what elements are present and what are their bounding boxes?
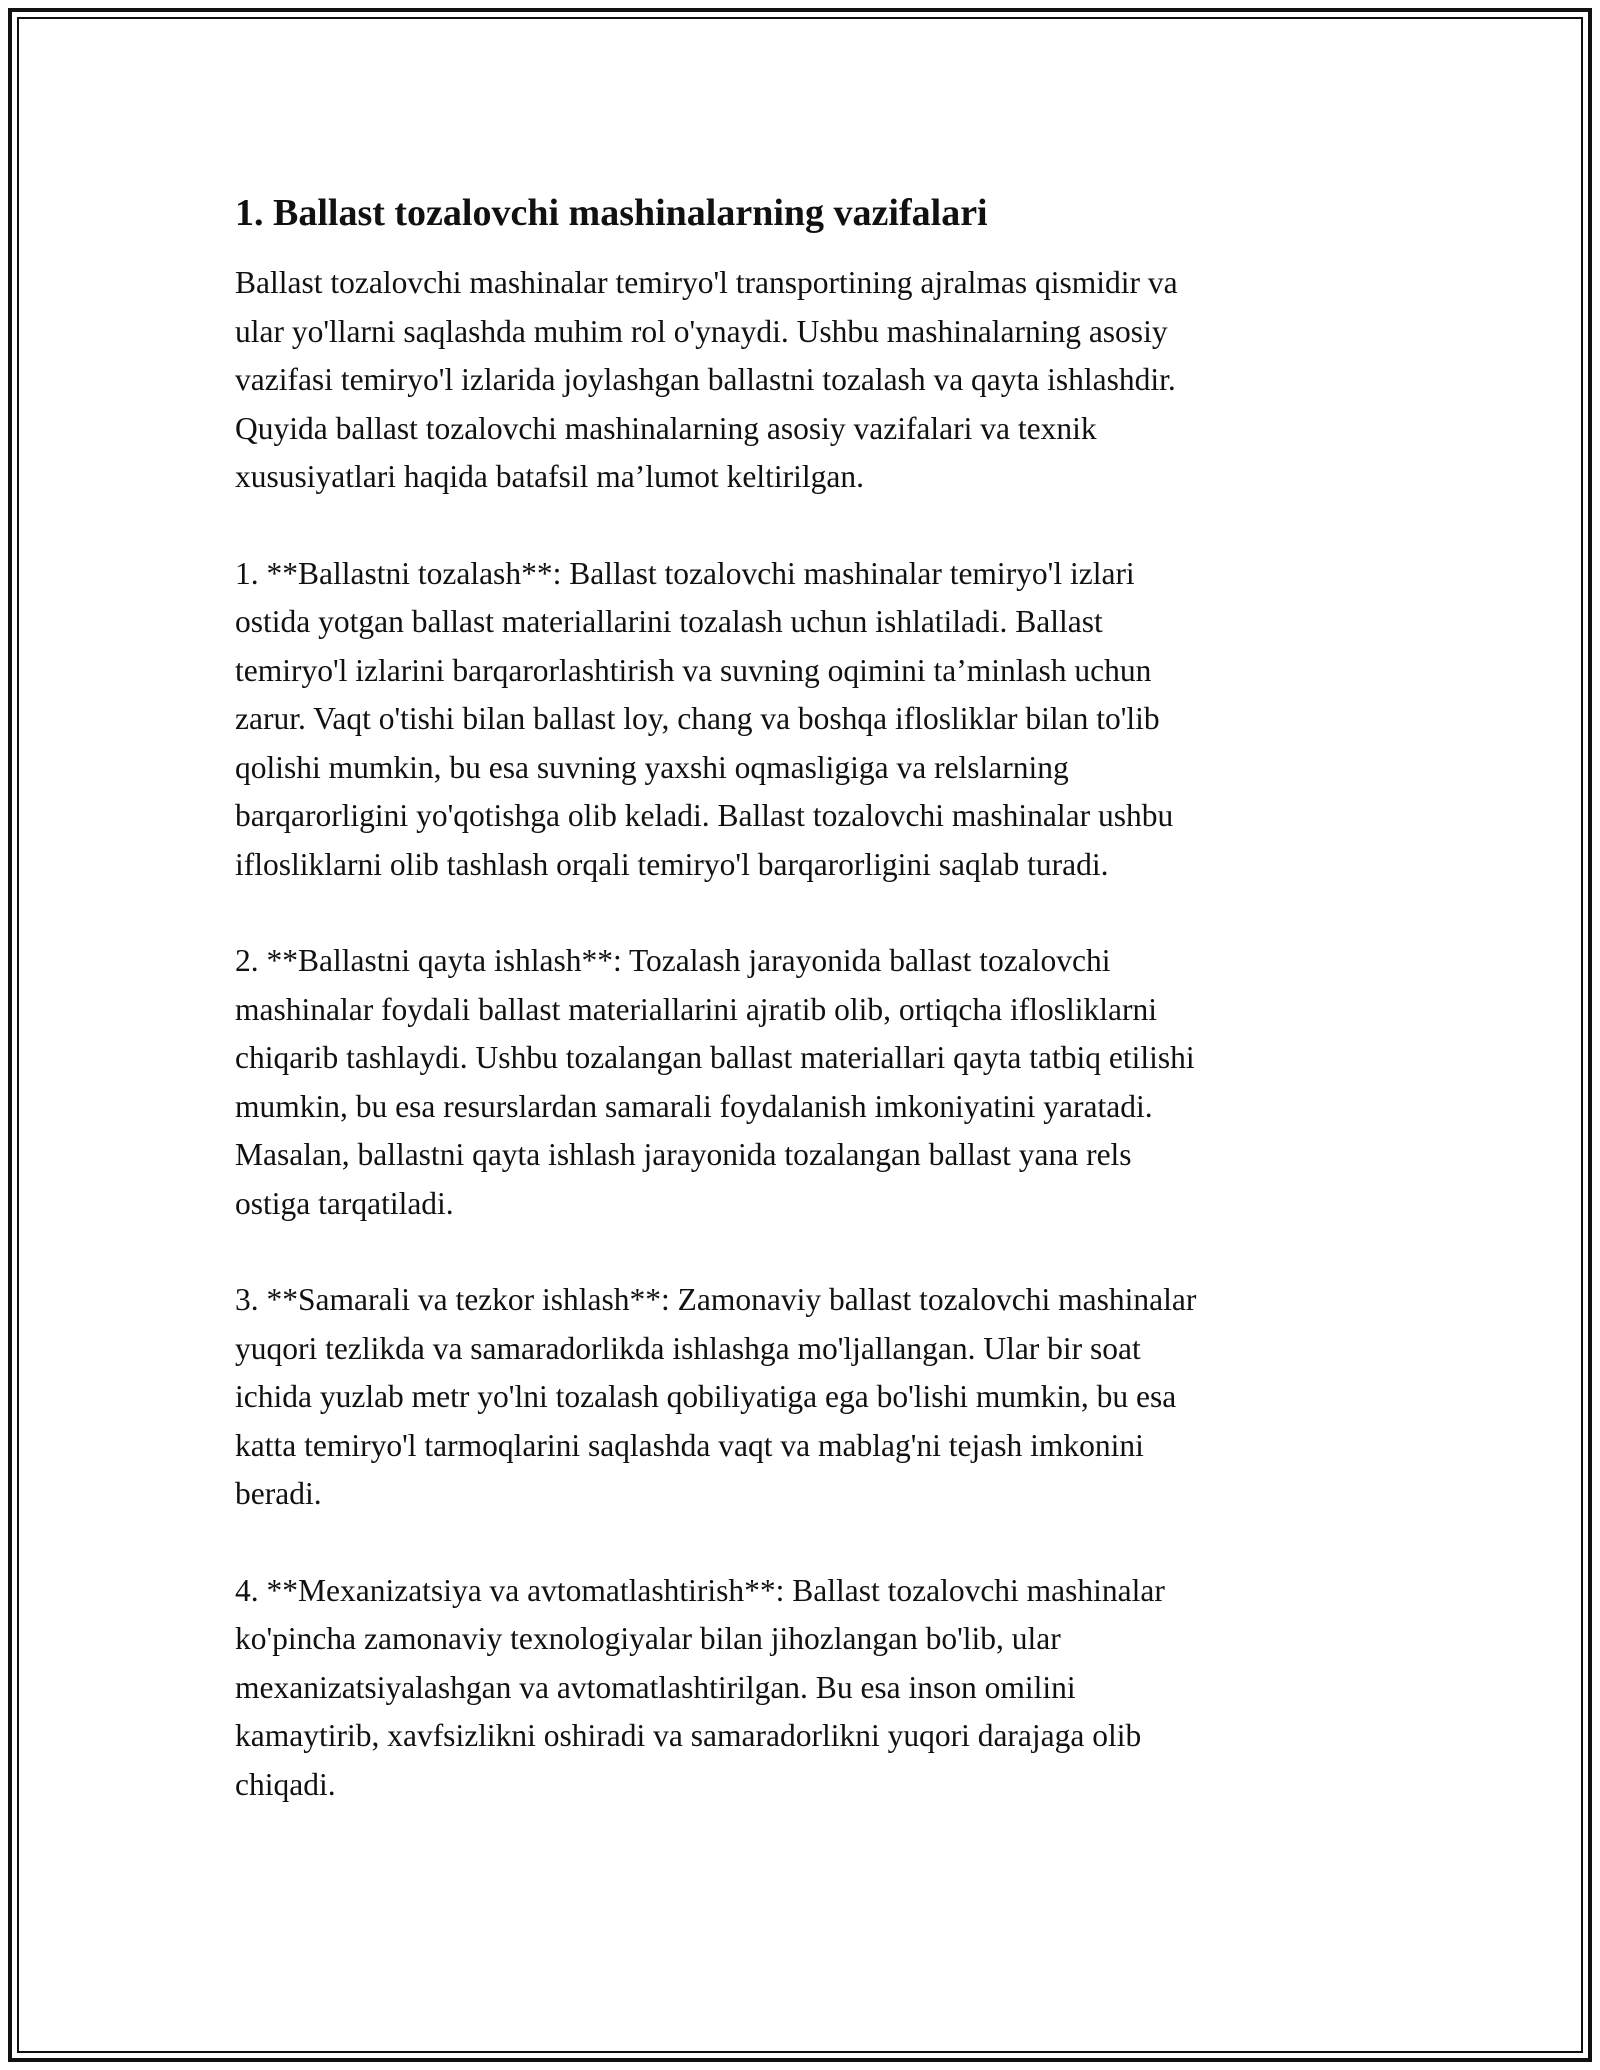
paragraph-efficient-operation: 3. **Samarali va tezkor ishlash**: Zamonaviy ballast tozalovchi mashinalar yuqori tezlikda va samaradorlikda ishlashga mo'ljallangan. Ular bir soat ichida yuzlab metr yo'lni tozalash qobiliyatiga ega bo'lishi mumkin, bu esa katta temiryo'l tarmoqlarini saqlashda vaqt va mablag'ni tejash imkonini beradi.	[235, 1282, 1197, 1511]
paragraph-mechanization: 4. **Mexanizatsiya va avtomatlashtirish**: Ballast tozalovchi mashinalar ko'pincha zamonaviy texnologiyalar bilan jihozlangan bo'lib, ular mexanizatsiyalashgan va avtomatlashtirilgan. Bu esa inson omilini kamaytirib, xavfsizlikni oshiradi va samaradorlikni yuqori darajaga olib chiqadi.	[235, 1572, 1165, 1802]
paragraph-ballast-recycling: 2. **Ballastni qayta ishlash**: Tozalash jarayonida ballast tozalovchi mashinalar foydali ballast materiallarini ajratib olib, ortiqcha iflosliklarni chiqarib tashlaydi. Ushbu tozalangan ballast materiallari qayta tatbiq etilishi mumkin, bu esa resurslardan samarali foydalanish imkoniyatini yaratadi. Masalan, ballastni qayta ishlash jarayonida tozalangan ballast yana rels ostiga tarqatiladi.	[235, 943, 1195, 1221]
paragraph-ballast-cleaning: 1. **Ballastni tozalash**: Ballast tozalovchi mashinalar temiryo'l izlari ostida yotgan ballast materiallarini tozalash uchun ishlatiladi. Ballast temiryo'l izlarini barqarorlashtirish va suvning oqimini ta’minlash uchun zarur. Vaqt o'tishi bilan ballast loy, chang va boshqa iflosliklar bilan to'lib qolishi mumkin, bu esa suvning yaxshi oqmasligiga va relslarning barqarorligini yo'qotishga olib keladi. Ballast tozalovchi mashinalar ushbu iflosliklarni olib tashlash orqali temiryo'l barqarorligini saqlab turadi.	[235, 555, 1174, 882]
document-body	[235, 185, 1365, 1857]
section-heading: 1. Ballast tozalovchi mashinalarning vazifalari	[235, 192, 988, 234]
intro-paragraph: Ballast tozalovchi mashinalar temiryo'l transportining ajralmas qismidir va ular yo'llarni saqlashda muhim rol o'ynaydi. Ushbu mashinalarning asosiy vazifasi temiryo'l izlarida joylashgan ballastni tozalash va qayta ishlashdir. Quyida ballast tozalovchi mashinalarning asosiy vazifalari va texnik xususiyatlari haqida batafsil ma’lumot keltirilgan.	[235, 265, 1178, 494]
